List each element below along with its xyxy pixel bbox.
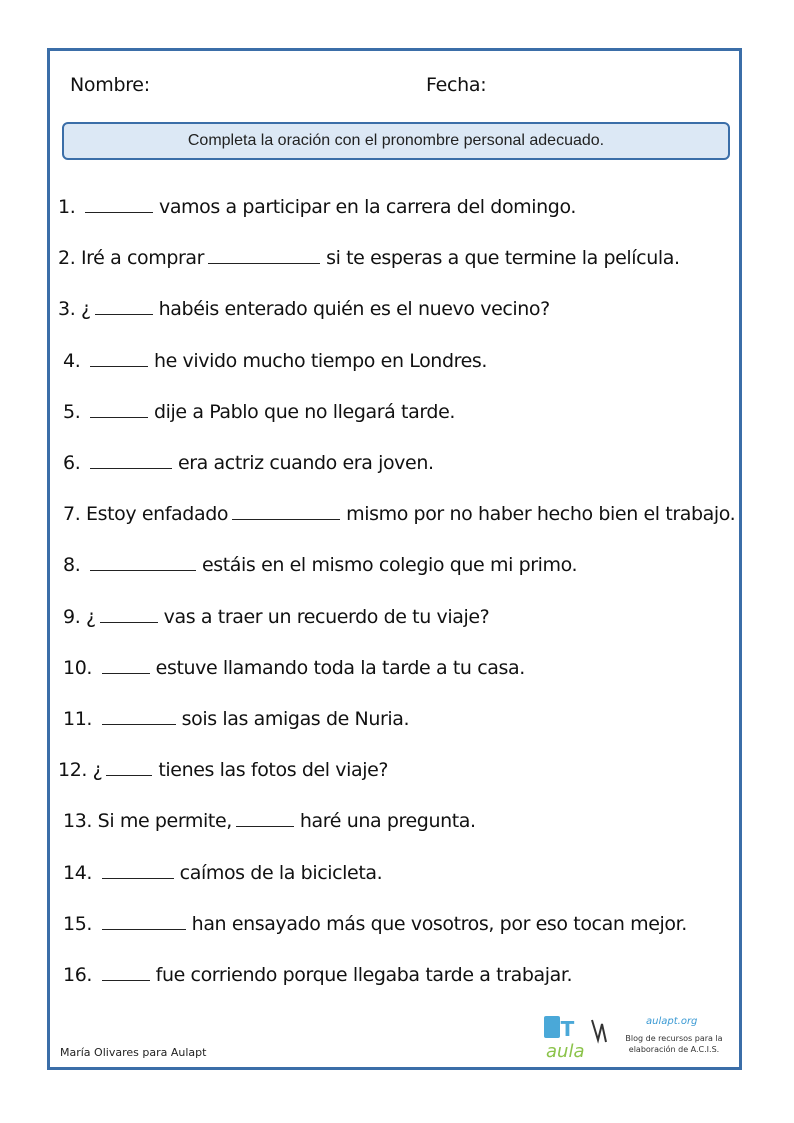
answer-blank[interactable]: [90, 350, 148, 367]
answer-blank[interactable]: [95, 298, 153, 315]
exercise-item: [63, 964, 572, 986]
answer-blank[interactable]: [90, 554, 196, 571]
answer-blank[interactable]: [102, 657, 150, 674]
item-text-after: dije a Pablo que no llegará tarde.: [153, 400, 455, 423]
answer-blank[interactable]: [102, 862, 174, 879]
item-number: 6.: [63, 452, 81, 474]
exercise-item: [58, 247, 680, 269]
instruction-box: Completa la oración con el pronombre personal adecuado.: [62, 122, 730, 160]
item-text-after: haré una pregunta.: [299, 810, 476, 833]
item-number: 12.: [58, 759, 88, 782]
item-text-after: estuve llamando toda la tarde a tu casa.: [155, 656, 525, 679]
item-text-after: si te esperas a que termine la película.: [326, 247, 680, 270]
item-number: 2.: [58, 247, 76, 270]
item-number: 4.: [63, 349, 81, 372]
item-text-before: ¿: [92, 759, 103, 782]
item-text-after: sois las amigas de Nuria.: [181, 708, 410, 730]
item-number: 10.: [63, 656, 93, 679]
exercise-item: [63, 606, 489, 628]
exercise-item: [63, 503, 735, 525]
answer-blank[interactable]: [236, 810, 294, 827]
answer-blank[interactable]: [90, 401, 148, 418]
item-number: 8.: [63, 554, 81, 577]
answer-blank[interactable]: [208, 247, 320, 264]
answer-blank[interactable]: [102, 964, 150, 981]
item-text-after: caímos de la bicicleta.: [179, 861, 383, 884]
answer-blank[interactable]: [102, 913, 186, 930]
exercise-item: [58, 196, 576, 218]
item-number: 1.: [58, 196, 76, 218]
item-text-before: ¿: [85, 605, 96, 628]
item-number: 7.: [63, 503, 81, 526]
answer-blank[interactable]: [106, 759, 152, 776]
answer-blank[interactable]: [232, 503, 340, 520]
logo-hand-icon: [592, 1020, 606, 1042]
answer-blank[interactable]: [90, 452, 172, 469]
item-number: 3.: [58, 298, 76, 321]
item-text-after: habéis enterado quién es el nuevo vecino?: [158, 298, 550, 321]
item-text-before: Si me permite,: [97, 810, 232, 833]
item-text-after: estáis en el mismo colegio que mi primo.: [201, 554, 578, 577]
exercise-item: [63, 862, 382, 884]
item-number: 5.: [63, 400, 81, 423]
exercise-item: [58, 759, 388, 781]
item-number: 15.: [63, 912, 93, 935]
item-text-after: mismo por no haber hecho bien el trabajo.: [346, 503, 736, 526]
exercise-item: [63, 401, 455, 423]
item-text-after: he vivido mucho tiempo en Londres.: [153, 349, 488, 372]
date-label: Fecha:: [426, 74, 487, 96]
item-number: 14.: [63, 861, 93, 884]
item-text-before: ¿: [80, 298, 91, 321]
exercise-item: [58, 298, 550, 320]
item-text-after: vamos a participar en la carrera del domingo.: [158, 196, 576, 218]
logo-url[interactable]: aulapt.org: [646, 1016, 698, 1027]
item-number: 9.: [63, 605, 81, 628]
item-text-after: tienes las fotos del viaje?: [158, 759, 389, 782]
exercise-item: [63, 657, 525, 679]
exercise-item: [63, 554, 577, 576]
item-number: 13.: [63, 810, 93, 833]
exercise-item: [63, 913, 687, 935]
answer-blank[interactable]: [85, 196, 153, 213]
item-text-after: vas a traer un recuerdo de tu viaje?: [163, 605, 490, 628]
logo-tagline: Blog de recursos para la elaboración de A.C.I.S.: [625, 1034, 723, 1054]
item-number: 11.: [63, 708, 93, 730]
item-text-before: Estoy enfadado: [85, 503, 229, 526]
footer-author: María Olivares para Aulapt: [60, 1046, 207, 1059]
logo-aula-text: aula: [546, 1041, 585, 1062]
item-text-after: han ensayado más que vosotros, por eso tocan mejor.: [191, 912, 687, 935]
name-label: Nombre:: [70, 74, 150, 96]
item-text-before: Iré a comprar: [80, 247, 205, 270]
logo-pt-text: PT: [546, 1017, 575, 1041]
answer-blank[interactable]: [102, 708, 176, 725]
exercise-item: [63, 452, 434, 474]
item-text-after: era actriz cuando era joven.: [177, 452, 434, 474]
exercise-item: [63, 350, 487, 372]
item-text-after: fue corriendo porque llegaba tarde a trabajar.: [155, 964, 573, 986]
answer-blank[interactable]: [100, 606, 158, 623]
exercise-item: [63, 810, 476, 832]
item-number: 16.: [63, 964, 93, 986]
exercise-item: [63, 708, 409, 730]
